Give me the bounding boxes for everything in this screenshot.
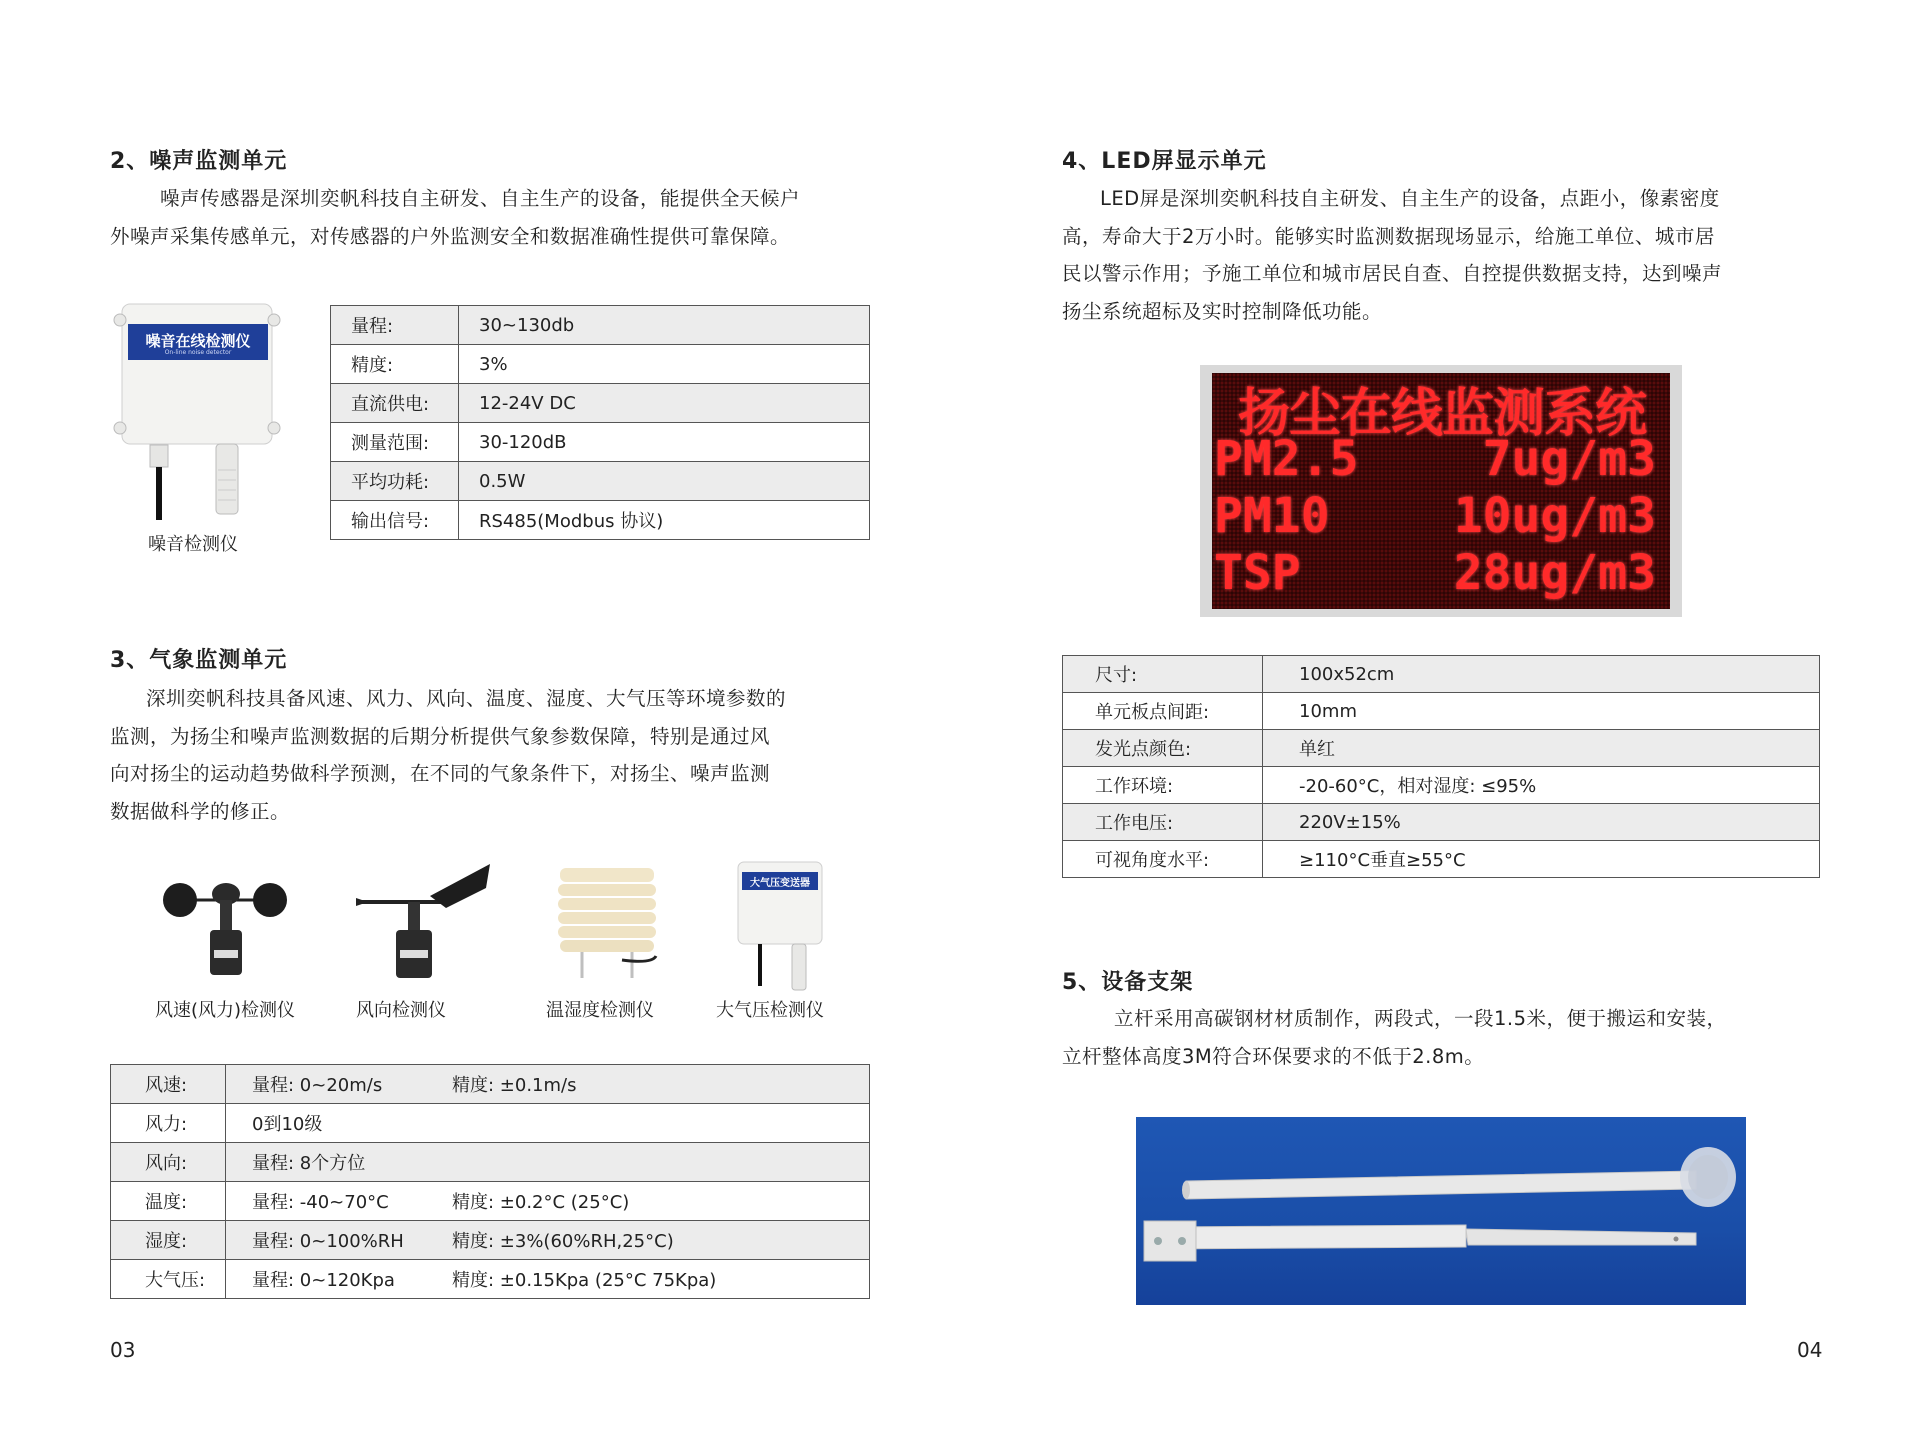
noise-intro-line1: 噪声传感器是深圳奕帆科技自主研发、自主生产的设备，能提供全天候户 — [160, 187, 801, 210]
bracket-intro-line1: 立杆采用高碳钢材材质制作，两段式，一段1.5米，便于搬运和安装， — [1114, 1007, 1727, 1030]
table-row — [331, 462, 870, 501]
noise-device-label: 噪音在线检测仪 — [145, 332, 251, 350]
page-number-left: 03 — [110, 1338, 136, 1362]
spec-value — [226, 1182, 870, 1221]
led-row-pm25-name: PM2.5 — [1214, 431, 1359, 487]
table-row — [1063, 804, 1820, 841]
table-row — [1063, 730, 1820, 767]
table-row — [1063, 767, 1820, 804]
spec-key: 直流供电: — [331, 384, 459, 423]
spec-key: 精度: — [331, 345, 459, 384]
led-screen-heading: 扬尘在线监测系统 — [1237, 384, 1646, 444]
barometer-image — [730, 860, 830, 992]
led-screen-image — [1200, 365, 1682, 617]
spec-key: 风向: — [111, 1143, 226, 1182]
weather-section-title: 3、气象监测单元 — [110, 648, 288, 673]
noise-section-title: 2、噪声监测单元 — [110, 149, 288, 174]
wind-vane-image — [350, 858, 500, 988]
support-pole-image — [1136, 1117, 1746, 1305]
noise-device-sublabel: On-line noise detector — [164, 349, 232, 356]
spec-value: RS485(Modbus 协议) — [459, 501, 870, 540]
spec-key: 量程: — [331, 306, 459, 345]
spec-accuracy: 精度: ±0.2°C (25°C) — [452, 1192, 630, 1213]
led-intro-line2: 高，寿命大于2万小时。能够实时监测数据现场显示，给施工单位、城市居 — [1062, 224, 1715, 248]
table-row — [331, 345, 870, 384]
spec-value — [226, 1065, 870, 1104]
led-intro-line1: LED屏是深圳奕帆科技自主研发、自主生产的设备，点距小，像素密度 — [1100, 187, 1720, 210]
spec-value: 3% — [459, 345, 870, 384]
led-row-tsp-value: 28ug/m3 — [1453, 545, 1656, 601]
spec-key: 风速: — [111, 1065, 226, 1104]
table-row — [111, 1065, 870, 1104]
spec-value: 0.5W — [459, 462, 870, 501]
bracket-intro — [1062, 1000, 1862, 1075]
noise-spec-table — [330, 305, 870, 540]
table-row — [331, 384, 870, 423]
spec-key: 大气压: — [111, 1260, 226, 1299]
spec-value: ≥110°C垂直≥55°C — [1263, 841, 1820, 878]
barometer-caption: 大气压检测仪 — [716, 1000, 824, 1021]
weather-intro-line4: 数据做科学的修正。 — [110, 799, 291, 823]
spec-key: 输出信号: — [331, 501, 459, 540]
noise-intro-line2: 外噪声采集传感单元，对传感器的户外监测安全和数据准确性提供可靠保障。 — [110, 224, 791, 248]
table-row — [1063, 693, 1820, 730]
weather-spec-table — [110, 1064, 870, 1299]
spec-value: 100x52cm — [1263, 656, 1820, 693]
spec-key: 发光点颜色: — [1063, 730, 1263, 767]
bracket-section-title: 5、设备支架 — [1062, 970, 1194, 995]
weather-intro-line2: 监测，为扬尘和噪声监测数据的后期分析提供气象参数保障，特别是通过风 — [110, 724, 771, 748]
spec-accuracy: 精度: ±0.1m/s — [452, 1075, 577, 1096]
spec-key: 尺寸: — [1063, 656, 1263, 693]
spec-range: 量程: 0~100%RH — [252, 1231, 404, 1252]
led-intro-line3: 民以警示作用；予施工单位和城市居民自查、自控提供数据支持，达到噪声 — [1062, 262, 1723, 285]
table-row — [331, 306, 870, 345]
led-intro — [1062, 180, 1852, 330]
weather-intro-line1: 深圳奕帆科技具备风速、风力、风向、温度、湿度、大气压等环境参数的 — [146, 687, 787, 710]
led-intro-line4: 扬尘系统超标及实时控制降低功能。 — [1062, 299, 1383, 323]
spec-value: 12-24V DC — [459, 384, 870, 423]
table-row — [331, 501, 870, 540]
spec-key: 风力: — [111, 1104, 226, 1143]
spec-range: 量程: 8个方位 — [252, 1153, 366, 1174]
spec-accuracy: 精度: ±0.15Kpa (25°C 75Kpa) — [452, 1270, 717, 1291]
table-row — [111, 1260, 870, 1299]
temp-humidity-caption: 温湿度检测仪 — [546, 1000, 654, 1021]
anemometer-caption: 风速(风力)检测仪 — [155, 1000, 296, 1021]
noise-detector-caption: 噪音检测仪 — [148, 534, 238, 555]
weather-intro-line3: 向对扬尘的运动趋势做科学预测，在不同的气象条件下，对扬尘、噪声监测 — [110, 762, 771, 785]
spec-value: 单红 — [1263, 730, 1820, 767]
spec-value: 30~130db — [459, 306, 870, 345]
spec-value — [226, 1104, 870, 1143]
spec-range: 量程: 0~20m/s — [252, 1075, 383, 1096]
table-row — [111, 1221, 870, 1260]
spec-key: 工作电压: — [1063, 804, 1263, 841]
anemometer-image — [160, 870, 290, 990]
spec-value — [226, 1260, 870, 1299]
weather-intro — [110, 680, 890, 830]
spec-accuracy: 精度: ±3%(60%RH,25°C) — [452, 1231, 674, 1252]
temp-humidity-shield-image — [552, 860, 662, 990]
led-section-title: 4、LED屏显示单元 — [1062, 149, 1267, 174]
spec-value — [226, 1143, 870, 1182]
spec-value: -20-60°C，相对湿度: ≤95% — [1263, 767, 1820, 804]
table-row — [1063, 841, 1820, 878]
led-row-pm10-value: 10ug/m3 — [1453, 488, 1656, 544]
spec-key: 测量范围: — [331, 423, 459, 462]
spec-key: 工作环境: — [1063, 767, 1263, 804]
baro-device-label: 大气压变送器 — [750, 878, 810, 889]
led-spec-table — [1062, 655, 1820, 878]
spec-key: 平均功耗: — [331, 462, 459, 501]
wind-vane-caption: 风向检测仪 — [356, 1000, 446, 1021]
page-number-right: 04 — [1797, 1338, 1823, 1362]
spec-value — [226, 1221, 870, 1260]
led-row-pm25-value: 7ug/m3 — [1482, 431, 1656, 487]
table-row — [111, 1143, 870, 1182]
table-row — [111, 1104, 870, 1143]
spec-key: 湿度: — [111, 1221, 226, 1260]
led-row-pm10-name: PM10 — [1214, 488, 1330, 544]
table-row — [331, 423, 870, 462]
table-row — [111, 1182, 870, 1221]
spec-value: 30-120dB — [459, 423, 870, 462]
noise-detector-image — [112, 300, 282, 532]
noise-intro — [110, 180, 890, 255]
spec-key: 单元板点间距: — [1063, 693, 1263, 730]
spec-range: 0到10级 — [252, 1114, 323, 1135]
spec-value: 10mm — [1263, 693, 1820, 730]
led-row-tsp-name: TSP — [1214, 545, 1301, 601]
spec-key: 温度: — [111, 1182, 226, 1221]
spec-value: 220V±15% — [1263, 804, 1820, 841]
spec-range: 量程: -40~70°C — [252, 1192, 389, 1213]
table-row — [1063, 656, 1820, 693]
bracket-intro-line2: 立杆整体高度3M符合环保要求的不低于2.8m。 — [1062, 1044, 1485, 1068]
spec-range: 量程: 0~120Kpa — [252, 1270, 395, 1291]
spec-key: 可视角度水平: — [1063, 841, 1263, 878]
